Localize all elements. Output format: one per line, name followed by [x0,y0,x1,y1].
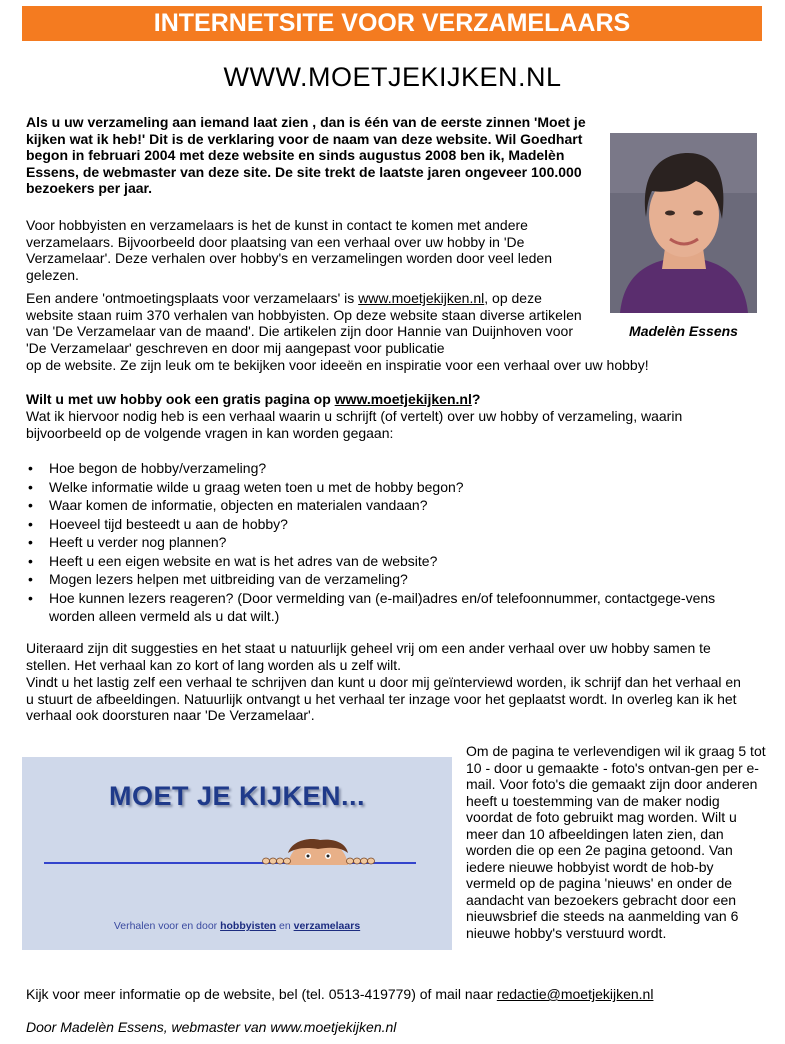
logo-title: MOET JE KIJKEN... [108,781,366,811]
tagline-hobbyisten: hobbyisten [220,920,277,932]
photo-caption: Madelèn Essens [629,323,738,339]
email-link[interactable]: redactie@moetjekijken.nl [496,986,654,1002]
questions-list [26,459,746,626]
paragraph-meeting-place [26,290,591,356]
author-byline: Door Madelèn Essens, webmaster van www.moetjekijken.nl [26,1019,397,1035]
heading-text: Wilt u met uw hobby ook een gratis pagina op [26,391,335,407]
intro-paragraph: Als u uw verzameling aan iemand laat zien , dan is één van de eerste zinnen 'Moet je kijken wat ik heb!' Dit is de verklaring voor de naam van deze website. Wil Goedhart begon in februari 2004 met deze website en sinds augustus 2008 ben ik, Madelèn Essens, de webmaster van deze site. De site trekt de laatste jaren ongeveer 100.000 bezoekers per jaar. [26,114,586,196]
contact-text: Kijk voor meer informatie op de website, bel (tel. 0513-419779) of mail naar [26,986,497,1002]
list-item: • Mogen lezers helpen met uitbreiding van de verzameling? [26,570,746,589]
contact-line [26,986,766,1003]
paragraph-text: , op deze website staan ruim 370 verhalen van hobbyisten. Op deze website staan diverse artikelen van 'De Verzamelaar van de maand'. Die artikelen zijn door Hannie van Duijnhoven voor 'De Verzamelaar' geschreven en door mij aangepast voor publicatie [26,290,582,356]
heading-text: ? [471,391,481,407]
website-link[interactable]: www.moetjekijken.nl [334,391,472,407]
tagline-text: en [276,920,294,932]
logo-tagline [22,920,452,932]
website-link[interactable]: www.moetjekijken.nl [358,290,485,306]
paragraph-photos: Om de pagina te verlevendigen wil ik graag 5 tot 10 - door u gemaakte - foto's ontvan-gen per e-mail. Voor foto's die gemaakt zijn door anderen heeft u toestemming van de maker nodig voordat de foto gebruikt mag worden. Wilt u meer dan 10 afbeeldingen laten zien, dan worden die op een 2e pagina getoond. Van iedere nieuwe hobbyist wordt de hob-by vermeld op de pagina 'nieuws' en onder de aandacht van bezoekers gebracht door een nieuwsbrief die steeds na aanmelding van 6 nieuwe hobby's verstuurd wordt. [466,743,766,941]
site-logo-banner [22,757,452,950]
list-item: • Welke informatie wilde u graag weten toen u met de hobby begon? [26,478,746,497]
list-item: • Hoeveel tijd besteedt u aan de hobby? [26,515,746,534]
list-item: • Hoe kunnen lezers reageren? (Door vermelding van (e-mail)adres en/of telefoonnummer, contactgege-vens worden alleen vermeld als u dat wilt.) [26,589,746,626]
paragraph-suggestions: Uiteraard zijn dit suggesties en het staat u natuurlijk geheel vrij om een ander verhaal over uw hobby samen te stellen. Het verhaal kan zo kort of lang worden als u zelf wilt. [26,640,711,673]
banner-title: INTERNETSITE VOOR VERZAMELAARS [22,6,762,41]
paragraph-meeting-place-end: op de website. Ze zijn leuk om te bekijken voor ideeën en inspiratie voor een verhaal over uw hobby! [26,357,649,373]
peeking-face-icon [258,839,398,865]
list-item: • Hoe begon de hobby/verzameling? [26,459,746,478]
tagline-verzamelaars: verzamelaars [293,920,361,932]
list-item: • Heeft u verder nog plannen? [26,533,746,552]
list-item: • Waar komen de informatie, objecten en materialen vandaan? [26,496,746,515]
paragraph-interview: Vindt u het lastig zelf een verhaal te schrijven dan kunt u door mij geïnterviewd worden, ik schrijf dan het verhaal en u stuurt de afbeeldingen. Natuurlijk ontvangt u het verhaal ter inzage voor het geplaatst wordt. In overleg kan ik het verhaal ook doorsturen naar 'De Verzamelaar'. [26,674,741,723]
list-item: • Heeft u een eigen website en wat is het adres van de website? [26,552,746,571]
paragraph-hobbyists: Voor hobbyisten en verzamelaars is het de kunst in contact te komen met andere verzamelaars. Bijvoorbeeld door plaatsing van een verhaal over uw hobby in 'De Verzamelaar'. Deze verhalen over hobby's en verzamelingen worden door veel leden gelezen. [26,217,552,283]
paragraph-text: Een andere 'ontmoetingsplaats voor verzamelaars' is [26,290,359,306]
free-page-heading [26,391,766,408]
portrait-photo [610,133,757,313]
tagline-text: Verhalen voor en door [113,920,221,932]
free-page-intro: Wat ik hiervoor nodig heb is een verhaal waarin u schrijft (of vertelt) over uw hobby of verzameling, waarin bijvoorbeeld op de volgende vragen in kan worden gegaan: [26,408,683,441]
site-url-heading: WWW.MOETJEKIJKEN.NL [223,62,562,92]
